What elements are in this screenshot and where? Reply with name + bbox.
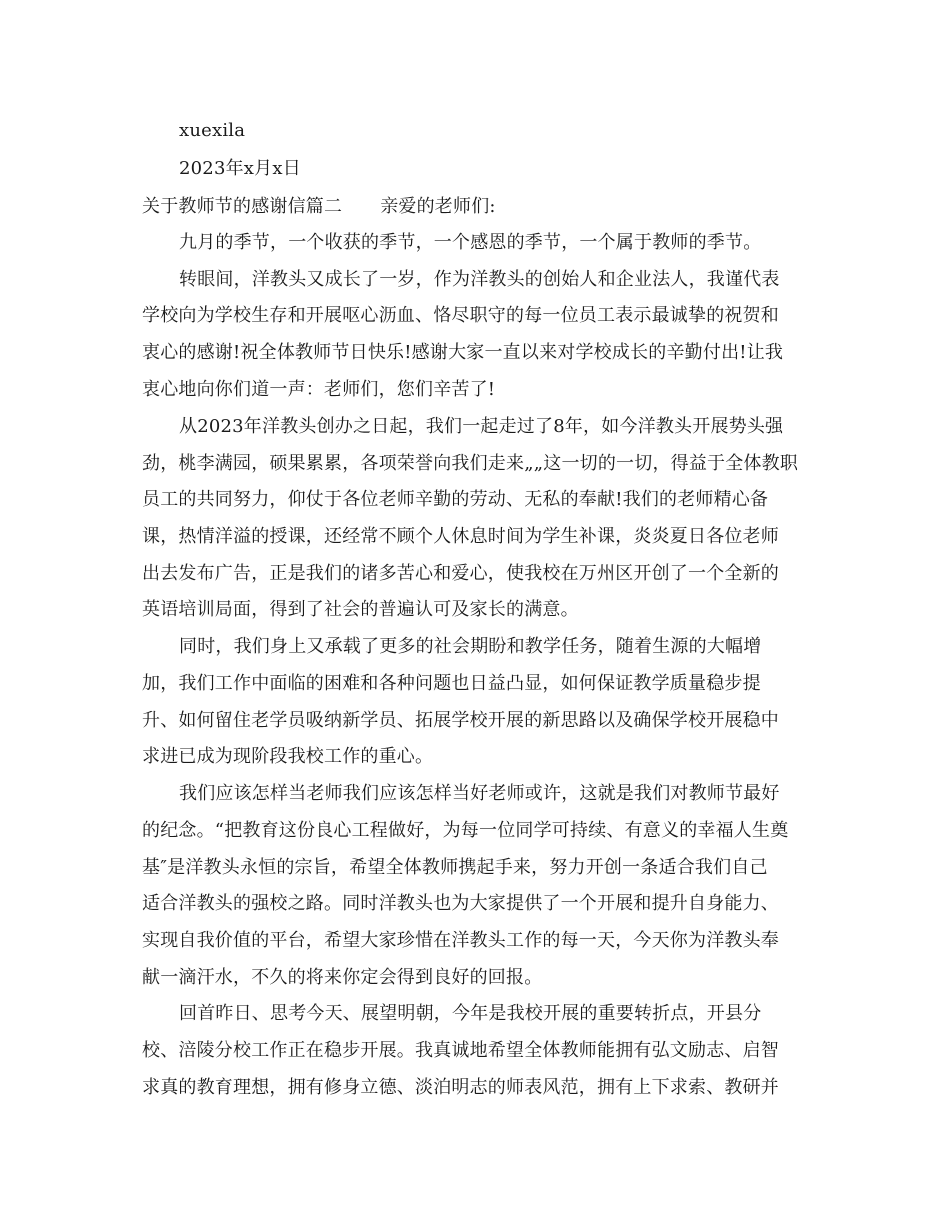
paragraph-line: 升、如何留住老学员吸纳新学员、拓展学校开展的新思路以及确保学校开展稳中 <box>142 710 779 731</box>
paragraph-line: 求进已成为现阶段我校工作的重心。 <box>142 746 434 767</box>
paragraph-line: 出去发布广告，正是我们的诸多苦心和爱心，使我校在万州区开创了一个全新的 <box>142 563 779 584</box>
letter-heading: 关于教师节的感谢信篇二 <box>142 196 343 217</box>
paragraph-line: 员工的共同努力，仰仗于各位老师辛勤的劳动、无私的奉献!我们的老师精心备 <box>142 489 769 510</box>
paragraph-line: 转眼间，洋教头又成长了一岁，作为洋教头的创始人和企业法人，我谨代表 <box>179 269 780 290</box>
paragraph-line: 的纪念。“把教育这份良心工程做好，为每一位同学可持续、有意义的幸福人生奠 <box>142 820 789 841</box>
paragraph-line: 基″是洋教头永恒的宗旨，希望全体教师携起手来，努力开创一条适合我们自己 <box>142 857 768 878</box>
paragraph-line: 劲，桃李满园，硕果累累，各项荣誉向我们走来„„这一切的一切，得益于全体教职 <box>142 453 799 474</box>
paragraph-line: 英语培训局面，得到了社会的普遍认可及家长的满意。 <box>142 599 579 620</box>
paragraph-line: 学校向为学校生存和开展呕心沥血、恪尽职守的每一位员工表示最诚挚的祝贺和 <box>142 305 779 326</box>
paragraph-line: 我们应该怎样当老师我们应该怎样当好老师或许，这就是我们对教师节最好 <box>179 783 780 804</box>
paragraph-line: 衷心的感谢!祝全体教师节日快乐!感谢大家一直以来对学校成长的辛勤付出!让我 <box>142 342 784 363</box>
paragraph-line: 适合洋教头的强校之路。同时洋教头也为大家提供了一个开展和提升自身能力、 <box>142 893 779 914</box>
paragraph-line: 同时，我们身上又承载了更多的社会期盼和教学任务，随着生源的大幅增 <box>179 636 762 657</box>
paragraph-line: 回首昨日、思考今天、展望明朝，今年是我校开展的重要转折点，开县分 <box>179 1003 762 1024</box>
date: 2023年x月x日 <box>179 158 301 179</box>
paragraph-line: 加，我们工作中面临的困难和各种问题也日益凸显，如何保证教学质量稳步提 <box>142 673 761 694</box>
paragraph-line: 校、涪陵分校工作正在稳步开展。我真诚地希望全体教师能拥有弘文励志、启智 <box>142 1040 779 1061</box>
title-line <box>142 195 496 219</box>
paragraph-line: 求真的教育理想，拥有修身立德、淡泊明志的师表风范，拥有上下求索、教研并 <box>142 1077 779 1098</box>
paragraph-line: 课，热情洋溢的授课，还经常不顾个人休息时间为学生补课，炎炎夏日各位老师 <box>142 526 779 547</box>
paragraph-line: 从2023年洋教头创办之日起，我们一起走过了8年，如今洋教头开展势头强 <box>179 416 784 437</box>
salutation: 亲爱的老师们: <box>380 196 496 217</box>
paragraph-line: 献一滴汗水，不久的将来你定会得到良好的回报。 <box>142 967 543 988</box>
signature: xuexila <box>179 120 246 141</box>
paragraph-line: 衷心地向你们道一声：老师们，您们辛苦了! <box>142 379 496 400</box>
paragraph-line: 九月的季节，一个收获的季节，一个感恩的季节，一个属于教师的季节。 <box>179 232 762 253</box>
paragraph-line: 实现自我价值的平台，希望大家珍惜在洋教头工作的每一天，今天你为洋教头奉 <box>142 930 779 951</box>
